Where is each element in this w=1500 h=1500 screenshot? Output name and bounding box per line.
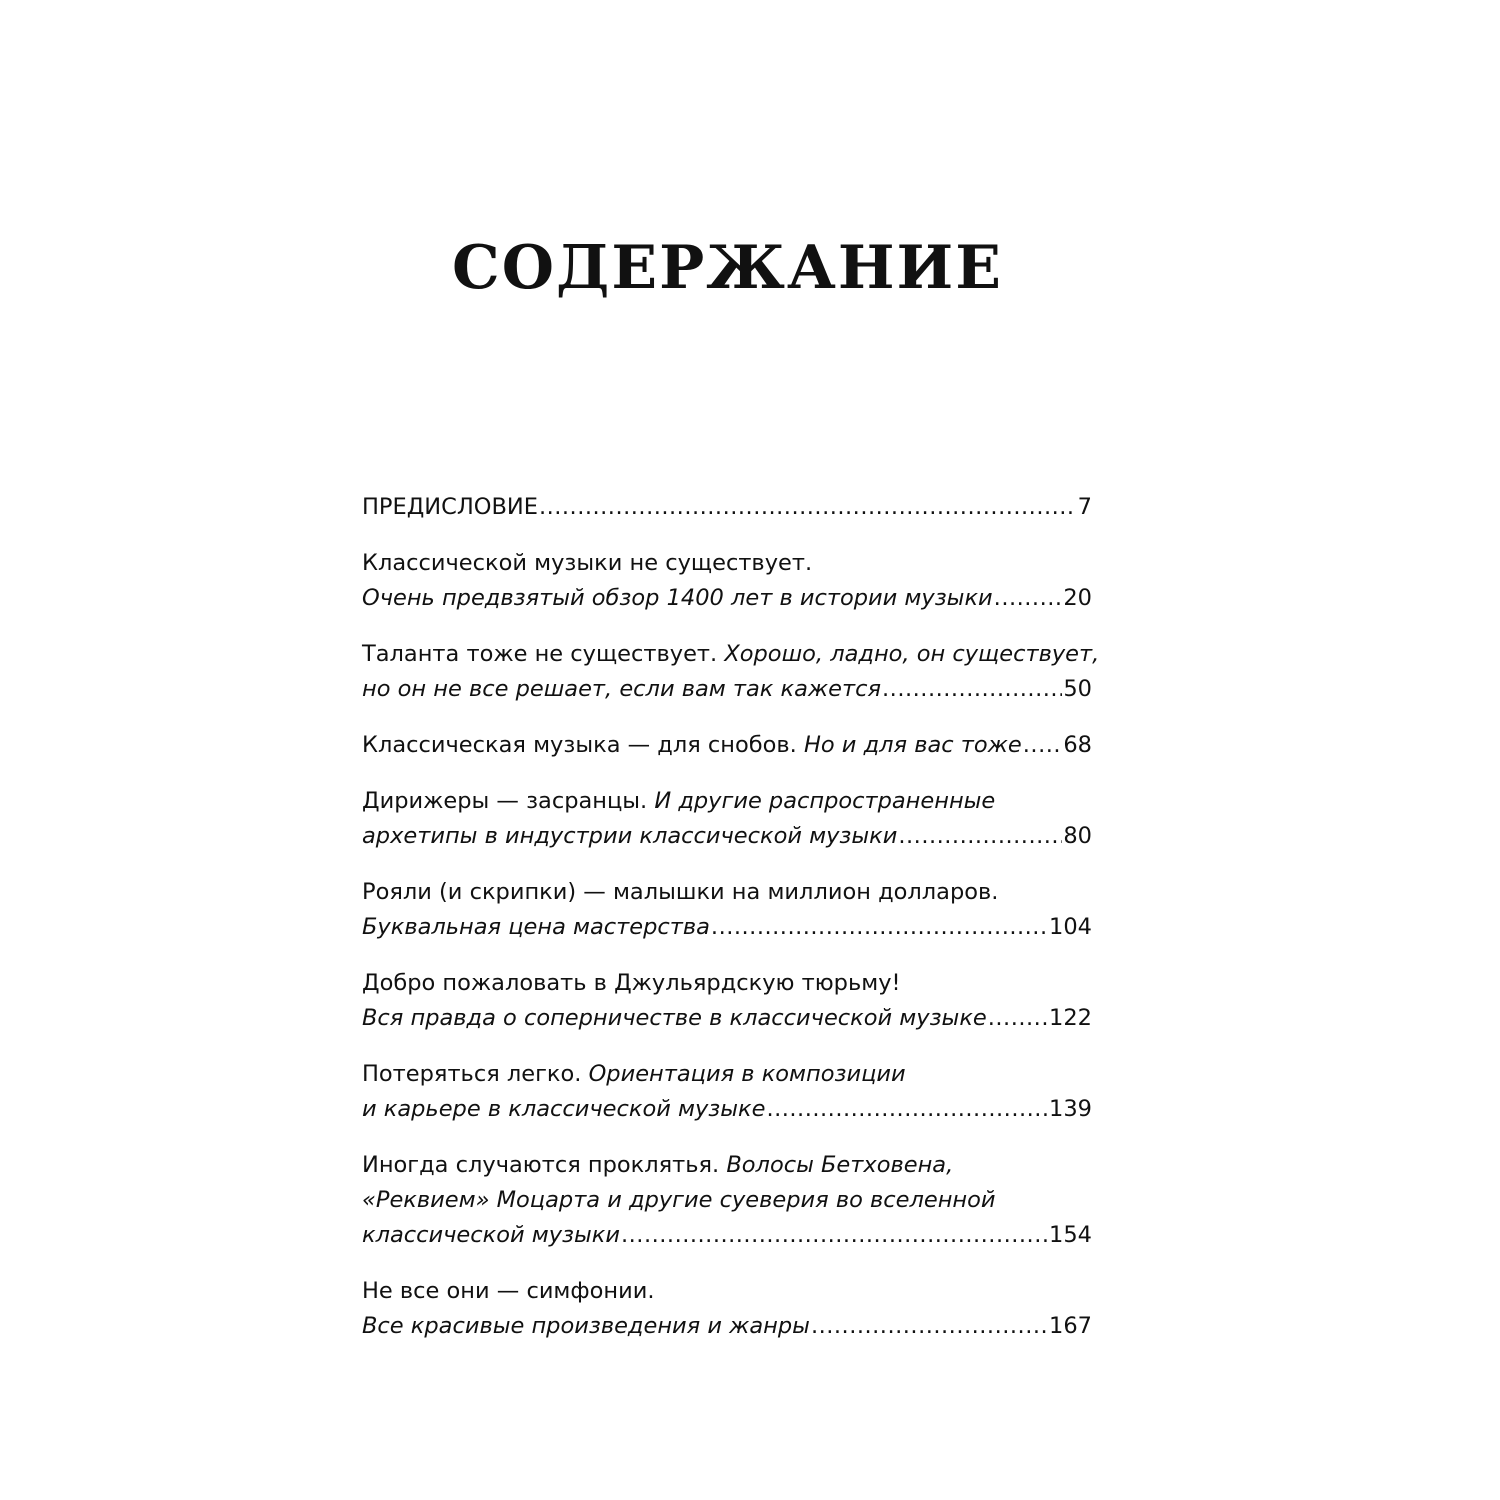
toc-entry [362, 784, 1092, 854]
toc-entry-last-line [362, 490, 1092, 525]
dot-leader [811, 1309, 1048, 1344]
page-number: 20 [1063, 585, 1092, 611]
toc-subtitle-italic: Ориентация в композиции [588, 1061, 906, 1087]
toc-entry-line [362, 637, 1100, 672]
toc-entry-text [362, 1187, 996, 1213]
toc-entry-last-line [362, 581, 1092, 616]
toc-entry [362, 637, 1100, 707]
dot-leader [994, 581, 1063, 616]
page-number: 167 [1049, 1313, 1092, 1339]
toc-subtitle-italic: Все красивые произведения и жанры [362, 1313, 810, 1339]
toc-entry-last-line [362, 728, 1092, 763]
toc-title-plain: ПРЕДИСЛОВИЕ [362, 494, 538, 520]
toc-entry-text [362, 672, 881, 707]
toc-entry [362, 1057, 1092, 1127]
toc-entry-text [362, 1309, 810, 1344]
toc-subtitle-italic: И другие распространенные [654, 788, 996, 814]
toc-entry-text [362, 879, 998, 905]
toc-entry-last-line [362, 672, 1092, 707]
toc-entry-line [362, 875, 1092, 910]
toc-subtitle-italic: Волосы Бетховена, [726, 1152, 954, 1178]
table-of-contents [362, 490, 1100, 1365]
toc-entry-text [362, 490, 538, 525]
dot-leader [988, 1001, 1048, 1036]
toc-entry-text [362, 1278, 655, 1304]
dot-leader [539, 490, 1077, 525]
page-number: 154 [1049, 1222, 1092, 1248]
toc-subtitle-italic: Но и для вас тоже [803, 732, 1022, 758]
toc-title-plain: Добро пожаловать в Джульярдскую тюрьму! [362, 970, 901, 996]
toc-entry-text [362, 910, 710, 945]
toc-entry-last-line [362, 910, 1092, 945]
toc-subtitle-italic: классической музыки [362, 1222, 620, 1248]
toc-entry-text [362, 1061, 906, 1087]
toc-entry-line [362, 1183, 1092, 1218]
toc-subtitle-italic: и карьере в классической музыке [362, 1096, 766, 1122]
toc-entry-line [362, 1274, 1092, 1309]
toc-subtitle-italic: Хорошо, ладно, он существует, [724, 641, 1100, 667]
page-number: 68 [1063, 732, 1092, 758]
toc-title-plain: Рояли (и скрипки) — малышки на миллион долларов. [362, 879, 999, 905]
toc-entry-text [362, 1092, 765, 1127]
page-number: 50 [1063, 676, 1092, 702]
toc-entry-line [362, 784, 1092, 819]
toc-subtitle-italic: Буквальная цена мастерства [362, 914, 710, 940]
toc-entry [362, 1274, 1092, 1344]
toc-entry-text [362, 1218, 620, 1253]
page-number: 122 [1049, 1005, 1092, 1031]
toc-entry-text [362, 641, 1099, 667]
toc-subtitle-italic: Очень предвзятый обзор 1400 лет в истории музыки [362, 585, 993, 611]
toc-entry [362, 1148, 1092, 1253]
page-title: СОДЕРЖАНИЕ [452, 233, 1003, 303]
toc-title-plain: Не все они — симфонии. [362, 1278, 655, 1304]
toc-entry-last-line [362, 1001, 1092, 1036]
toc-entry-last-line [362, 1092, 1092, 1127]
toc-entry-last-line [362, 1309, 1092, 1344]
toc-entry-text [362, 819, 897, 854]
toc-entry-text [362, 970, 901, 996]
toc-entry [362, 490, 1092, 525]
page-number: 7 [1077, 494, 1092, 520]
toc-entry-line [362, 1148, 1092, 1183]
toc-entry-last-line [362, 1218, 1092, 1253]
toc-title-plain: Дирижеры — засранцы. [362, 788, 655, 814]
toc-subtitle-italic: но он не все решает, если вам так кажется [362, 676, 882, 702]
toc-title-plain: Классической музыки не существует. [362, 550, 813, 576]
dot-leader [898, 819, 1062, 854]
toc-subtitle-italic: «Реквием» Моцарта и другие суеверия во вселенной [362, 1187, 996, 1213]
toc-title-plain: Классическая музыка — для снобов. [362, 732, 804, 758]
toc-subtitle-italic: архетипы в индустрии классической музыки [362, 823, 898, 849]
page-number: 104 [1049, 914, 1092, 940]
toc-entry-text [362, 788, 995, 814]
dot-leader [621, 1218, 1048, 1253]
toc-title-plain: Потеряться легко. [362, 1061, 589, 1087]
page-number: 139 [1049, 1096, 1092, 1122]
dot-leader [711, 910, 1048, 945]
toc-entry-line [362, 966, 1092, 1001]
toc-subtitle-italic: Вся правда о соперничестве в классической музыке [362, 1005, 987, 1031]
toc-entry-text [362, 1152, 953, 1178]
toc-entry [362, 875, 1092, 945]
toc-entry-text [362, 550, 812, 576]
toc-entry [362, 546, 1092, 616]
dot-leader [882, 672, 1062, 707]
toc-entry-text [362, 581, 993, 616]
toc-entry [362, 728, 1092, 763]
toc-entry-text [362, 728, 1022, 763]
toc-entry-text [362, 1001, 987, 1036]
toc-title-plain: Иногда случаются проклятья. [362, 1152, 727, 1178]
page-number: 80 [1063, 823, 1092, 849]
dot-leader [1023, 728, 1063, 763]
toc-entry-line [362, 1057, 1092, 1092]
dot-leader [766, 1092, 1048, 1127]
toc-title-plain: Таланта тоже не существует. [362, 641, 725, 667]
toc-entry-line [362, 546, 1092, 581]
toc-entry-last-line [362, 819, 1092, 854]
toc-entry [362, 966, 1092, 1036]
